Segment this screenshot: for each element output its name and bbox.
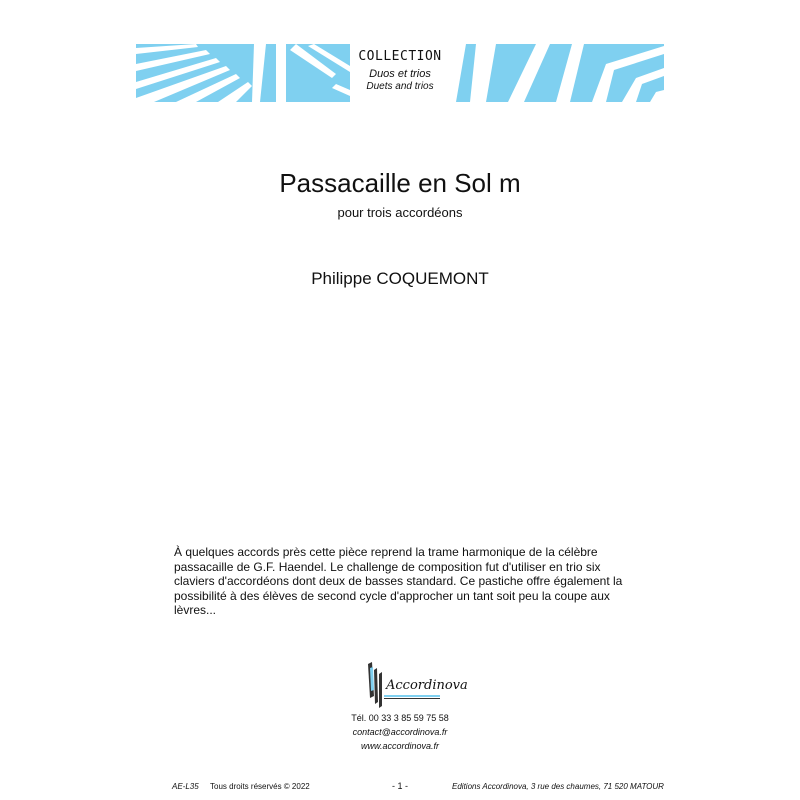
series-name-fr: Duos et trios xyxy=(369,68,431,80)
series-name-en: Duets and trios xyxy=(366,81,434,92)
page-number: - 1 - xyxy=(392,781,409,791)
phone-number: Tél. 00 33 3 85 59 75 58 xyxy=(351,713,449,723)
logo-text: Accordinova xyxy=(386,678,468,693)
description-paragraph: À quelques accords près cette pièce reprend la trame harmonique de la célèbre passacaille de G.F. Haendel. Le challenge de composition fut d'utiliser en trio six claviers d'accordéons dont deux de basses standard. Ce pastiche offre également la possibilité à des élèves de second cycle d'approcher un tant soit peu la coupe aux lèvres... xyxy=(174,545,623,617)
accordinova-logo xyxy=(364,660,468,710)
collection-banner xyxy=(136,44,664,102)
copyright-notice: Tous droits réservés © 2022 xyxy=(210,782,310,791)
catalog-reference: AE-L35 xyxy=(172,782,199,791)
score-subtitle: pour trois accordéons xyxy=(337,205,463,220)
email-link[interactable]: contact@accordinova.fr xyxy=(352,727,448,737)
score-title: Passacaille en Sol m xyxy=(279,168,521,198)
collection-label: COLLECTION xyxy=(358,49,442,64)
composer-name: Philippe COQUEMONT xyxy=(311,269,489,288)
banner-label-box xyxy=(350,44,450,102)
website-link[interactable]: www.accordinova.fr xyxy=(360,741,440,751)
publisher-address: Editions Accordinova, 3 rue des chaumes, 71 520 MATOUR xyxy=(452,782,664,791)
